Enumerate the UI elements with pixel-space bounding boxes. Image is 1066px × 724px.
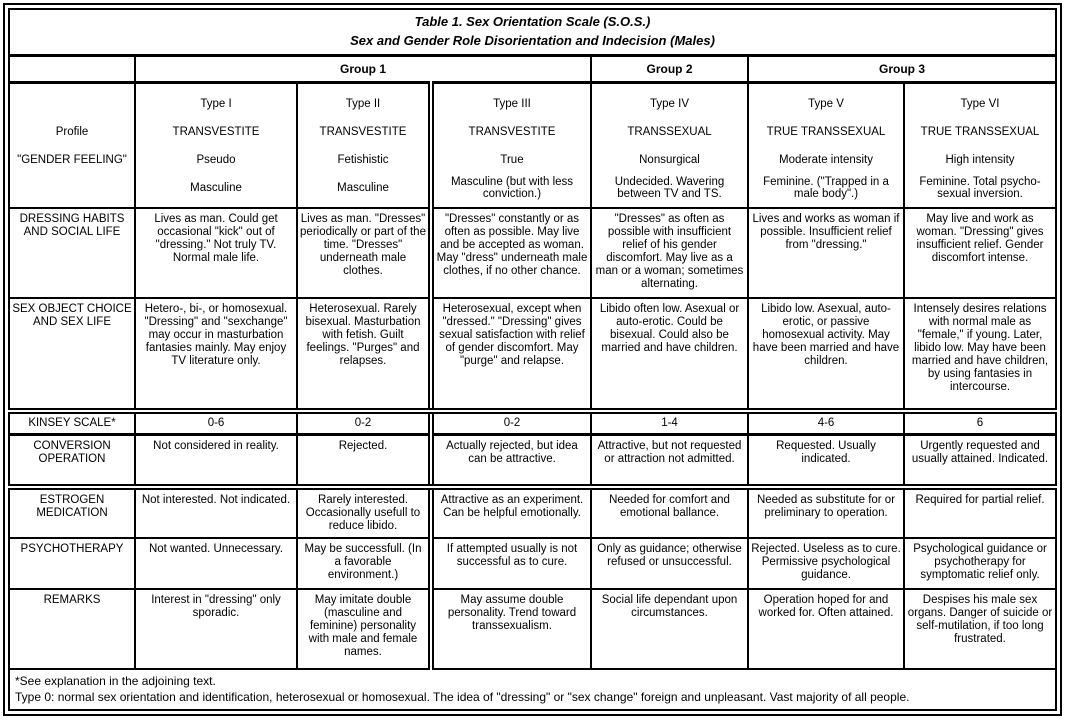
- cell-estrogen-type2: Rarely interested. Occasionally usefull to reduce libido.: [297, 487, 431, 538]
- cell-sexobject-type2: Heterosexual. Rarely bisexual. Masturbation with fetish. Guilt feelings. "Purges" and relapses.: [297, 298, 431, 411]
- cell-psychotherapy-type4: Only as guidance; otherwise refused or unsuccessful.: [591, 538, 748, 590]
- table-title: [9, 9, 1056, 56]
- cell-dressing-type2: Lives as man. "Dresses" periodically or part of the time. "Dresses" underneath male clothes.: [297, 208, 431, 298]
- row-label-estrogen-medication: ESTROGEN MEDICATION: [9, 487, 135, 538]
- cell-remarks-type1: Interest in "dressing" only sporadic.: [135, 589, 297, 669]
- footnote-row: [9, 669, 1056, 710]
- cell-psychotherapy-type2: May be successfull. (In a favorable environment.): [297, 538, 431, 590]
- table-frame: [3, 3, 1062, 716]
- title-row: [9, 9, 1056, 56]
- row-label-sex-object: SEX OBJECT CHOICE AND SEX LIFE: [9, 298, 135, 411]
- cell-estrogen-type5: Needed as substitute for or preliminary to operation.: [748, 487, 904, 538]
- cell-dressing-type3: "Dresses" constantly or as often as possible. May live and be accepted as woman. May "dress" underneath male clothes, if no other chance.: [431, 208, 591, 298]
- cell-conversion-type2: Rejected.: [297, 435, 431, 488]
- gender-feeling-label: "GENDER FEELING": [17, 154, 127, 167]
- cell-conversion-type6: Urgently requested and usually attained. Indicated.: [904, 435, 1056, 488]
- cell-estrogen-type3: Attractive as an experiment. Can be helpful emotionally.: [431, 487, 591, 538]
- cell-remarks-type5: Operation hoped for and worked for. Often attained.: [748, 589, 904, 669]
- cell-remarks-type2: May imitate double (masculine and feminine) personality with male and female names.: [297, 589, 431, 669]
- cell-sexobject-type6: Intensely desires relations with normal male as "female," if young. Later, libido low. May have been married and have children, by using fantasies in intercourse.: [904, 298, 1056, 411]
- type-number: Type VI: [960, 98, 1000, 111]
- footnote-asterisk: *See explanation in the adjoining text.: [15, 674, 216, 689]
- type-variant: High intensity: [945, 154, 1015, 167]
- group-header-3: Group 3: [748, 56, 1056, 83]
- cell-psychotherapy-type6: Psychological guidance or psychotherapy for symptomatic relief only.: [904, 538, 1056, 590]
- cell-estrogen-type6: Required for partial relief.: [904, 487, 1056, 538]
- type-feeling: Undecided. Wavering between TV and TS.: [614, 175, 725, 201]
- type-header-type4: [591, 83, 748, 208]
- type-header-type2: [297, 83, 431, 208]
- row-conversion-operation: [9, 435, 1056, 488]
- footnote-cell: [9, 669, 1056, 710]
- type-feeling: Feminine. Total psycho-sexual inversion.: [919, 175, 1041, 201]
- cell-sexobject-type5: Libido low. Asexual, auto-erotic, or passive homosexual activity. May have been married and have children.: [748, 298, 904, 411]
- type-category: TRANSVESTITE: [319, 126, 407, 139]
- footnote-type0: Type 0: normal sex orientation and identification, heterosexual or homosexual. The idea of "dressing" or "sex change" foreign and unpleasant. Vast majority of all people.: [15, 690, 910, 705]
- profile-slot-empty2: [12, 174, 132, 202]
- cell-dressing-type1: Lives as man. Could get occasional "kick" out of "dressing." Not truly TV. Normal male life.: [135, 208, 297, 298]
- cell-conversion-type1: Not considered in reality.: [135, 435, 297, 488]
- cell-dressing-type5: Lives and works as woman if possible. Insufficient relief from "dressing.": [748, 208, 904, 298]
- type-variant: Moderate intensity: [779, 154, 873, 167]
- type-feeling: Masculine (but with less conviction.): [450, 175, 574, 201]
- profile-header-cell: [9, 83, 135, 208]
- group-header-1: Group 1: [135, 56, 591, 83]
- type-header-type1: [135, 83, 297, 208]
- type-number: Type V: [808, 98, 844, 111]
- row-kinsey-scale: [9, 411, 1056, 435]
- cell-kinsey-type5: 4-6: [748, 411, 904, 435]
- row-label-dressing-habits: DRESSING HABITS AND SOCIAL LIFE: [9, 208, 135, 298]
- cell-sexobject-type3: Heterosexual, except when "dressed." "Dressing" gives sexual satisfaction with relief of gender discomfort. May "purge" and relapse.: [431, 298, 591, 411]
- type-variant: Nonsurgical: [639, 154, 700, 167]
- group-header-2: Group 2: [591, 56, 748, 83]
- type-header-type3: [431, 83, 591, 208]
- type-number: Type III: [493, 98, 531, 111]
- cell-conversion-type4: Attractive, but not requested or attraction not admitted.: [591, 435, 748, 488]
- cell-estrogen-type1: Not interested. Not indicated.: [135, 487, 297, 538]
- profile-label: Profile: [55, 126, 89, 139]
- type-number: Type IV: [650, 98, 689, 111]
- row-estrogen-medication: [9, 487, 1056, 538]
- row-label-psychotherapy: PSYCHOTHERAPY: [9, 538, 135, 590]
- cell-kinsey-type3: 0-2: [431, 411, 591, 435]
- cell-kinsey-type2: 0-2: [297, 411, 431, 435]
- cell-remarks-type3: May assume double personality. Trend toward transsexualism.: [431, 589, 591, 669]
- row-dressing-habits: [9, 208, 1056, 298]
- row-psychotherapy: [9, 538, 1056, 590]
- type-category: TRANSVESTITE: [468, 126, 556, 139]
- table-title-line2: Sex and Gender Role Disorientation and Indecision (Males): [350, 33, 715, 49]
- type-variant: True: [500, 154, 524, 167]
- cell-conversion-type5: Requested. Usually indicated.: [748, 435, 904, 488]
- cell-sexobject-type4: Libido often low. Asexual or auto-erotic. Could be bisexual. Could also be married and have children.: [591, 298, 748, 411]
- cell-dressing-type6: May live and work as woman. "Dressing" gives insufficient relief. Gender discomfort intense.: [904, 208, 1056, 298]
- cell-estrogen-type4: Needed for comfort and emotional ballance.: [591, 487, 748, 538]
- type-header-type6: [904, 83, 1056, 208]
- cell-kinsey-type4: 1-4: [591, 411, 748, 435]
- cell-dressing-type4: "Dresses" as often as possible with insufficient relief of his gender discomfort. May live as a man or a woman; sometimes alternating.: [591, 208, 748, 298]
- cell-sexobject-type1: Hetero-, bi-, or homosexual. "Dressing" and "sexchange" may occur in masturbation fantasies mainly. May enjoy TV literature only.: [135, 298, 297, 411]
- type-variant: Pseudo: [196, 154, 236, 167]
- group-header-row: [9, 56, 1056, 83]
- row-label-kinsey-scale: KINSEY SCALE*: [9, 411, 135, 435]
- type-header-row: [9, 83, 1056, 208]
- cell-remarks-type6: Despises his male sex organs. Danger of suicide or self-mutilation, if too long frustrated.: [904, 589, 1056, 669]
- type-number: Type II: [345, 98, 381, 111]
- group-header-spacer: [9, 56, 135, 83]
- row-sex-object: [9, 298, 1056, 411]
- cell-remarks-type4: Social life dependant upon circumstances.: [591, 589, 748, 669]
- type-feeling: Masculine: [337, 182, 389, 195]
- type-category: TRUE TRANSSEXUAL: [920, 126, 1040, 139]
- type-header-type5: [748, 83, 904, 208]
- type-feeling: Feminine. ("Trapped in a male body".): [763, 175, 889, 201]
- table-title-line1: Table 1. Sex Orientation Scale (S.O.S.): [414, 14, 651, 30]
- cell-psychotherapy-type3: If attempted usually is not successful as to cure.: [431, 538, 591, 590]
- type-feeling: Masculine: [190, 182, 242, 195]
- sos-table: [8, 8, 1057, 711]
- type-category: TRUE TRANSSEXUAL: [766, 126, 886, 139]
- type-number: Type I: [200, 98, 232, 111]
- cell-conversion-type3: Actually rejected, but idea can be attractive.: [431, 435, 591, 488]
- type-category: TRANSSEXUAL: [627, 126, 712, 139]
- type-category: TRANSVESTITE: [172, 126, 260, 139]
- row-label-remarks: REMARKS: [9, 589, 135, 669]
- row-label-conversion-operation: CONVERSION OPERATION: [9, 435, 135, 488]
- type-variant: Fetishistic: [337, 154, 389, 167]
- cell-kinsey-type6: 6: [904, 411, 1056, 435]
- cell-psychotherapy-type5: Rejected. Useless as to cure. Permissive psychological guidance.: [748, 538, 904, 590]
- cell-kinsey-type1: 0-6: [135, 411, 297, 435]
- profile-slot-empty: [12, 90, 132, 118]
- cell-psychotherapy-type1: Not wanted. Unnecessary.: [135, 538, 297, 590]
- row-remarks: [9, 589, 1056, 669]
